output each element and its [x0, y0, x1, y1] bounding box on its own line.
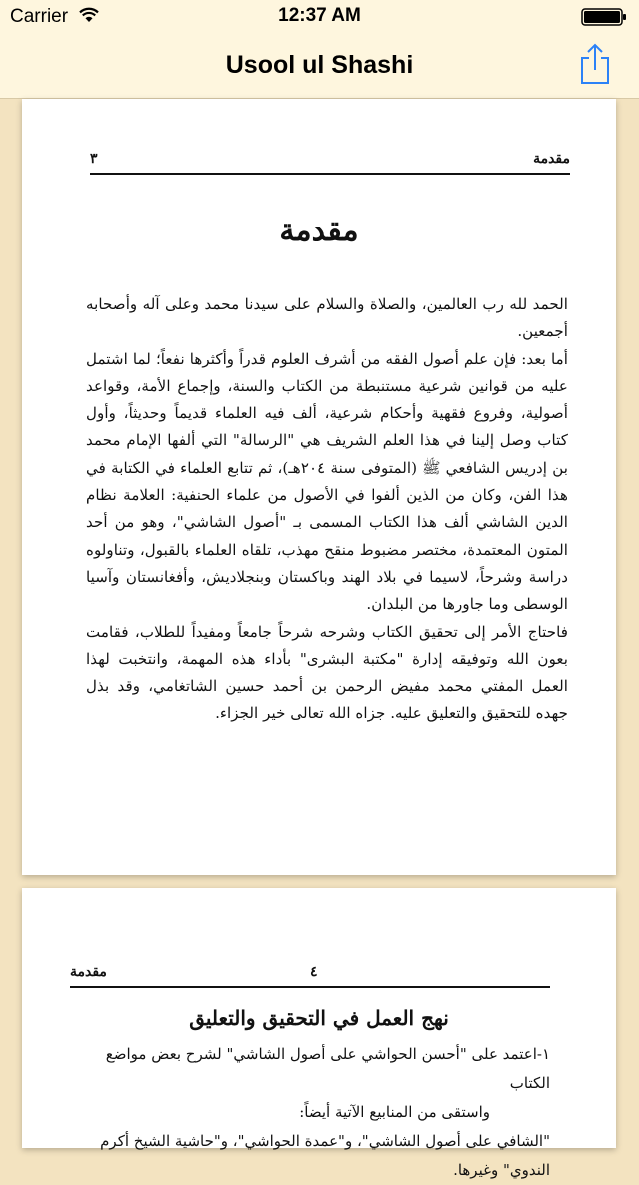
status-time: 12:37 AM: [278, 5, 361, 26]
navigation-bar: [0, 34, 639, 99]
text-line: واستقى من المنابيع الآتية أيضاً:: [299, 1103, 490, 1121]
running-head-title: مقدمة: [70, 964, 107, 980]
paragraph: أما بعد: فإن علم أصول الفقه من أشرف العلوم قدراً وأكثرها نفعاً؛ لما اشتمل عليه من قوانين شرعية مستنبطة من الكتاب والسنة، وإجماع الأمة، وقواعد أصولية، وفروع فقهية وأحكام شرعية، ألف فيه العلماء قديماً وحديثاً، وأول كتاب وصل إلينا في هذا العلم الشريف هي "الرسالة" التي ألفها الإمام محمد بن إدريس الشافعي ﷺ (المتوفى سنة ٢٠٤هـ)، ثم تتابع العلماء في الكتابة في هذا الفن، وكان من الذين ألفوا في الأصول من علماء الحنفية: العلامة نظام الدين الشاشي ألف هذا الكتاب المسمى بـ "أصول الشاشي"، وهو من أحد المتون المعتمدة، مختصر مضبوط منقح مهذب، تلقاه العلماء بالقبول، وتناولوه دراسة وشرحاً، لاسيما في بلاد الهند وباكستان وبنجلاديش، وأفغانستان وآسيا الوسطى وما جاورها من البلدان.: [86, 349, 568, 614]
paragraph: الحمد لله رب العالمين، والصلاة والسلام على سيدنا محمد وعلى آله وأصحابه أجمعين.: [86, 295, 568, 341]
book-page-3[interactable]: [22, 99, 616, 875]
page-body-text: [68, 1040, 550, 1185]
text-line: "الشافي على أصول الشاشي"، و"عمدة الحواشي"، و"حاشية الشيخ أكرم الندوي" وغيرها.: [100, 1132, 550, 1179]
share-button[interactable]: [577, 42, 613, 86]
running-head-title: مقدمة: [533, 151, 570, 167]
page-number: ٣: [90, 151, 98, 167]
header-rule: [90, 173, 570, 175]
page-body-text: [86, 291, 568, 728]
page-number: ٤: [310, 964, 318, 980]
book-page-4[interactable]: [22, 888, 616, 1179]
section-title: نهج العمل في التحقيق والتعليق: [189, 1006, 449, 1030]
carrier-label: Carrier: [10, 6, 69, 27]
share-icon: [577, 42, 613, 86]
paragraph: فاحتاج الأمر إلى تحقيق الكتاب وشرحه شرحاً جامعاً ومفيداً للطلاب، فقامت بعون الله وتوفيقه إدارة "مكتبة البشرى" بأداء هذه المهمة، وانتخبت لهذا العمل المفتي محمد مفيض الرحمن بن أحمد حسين الشاتغامي، وقد بذل جهده للتحقيق والتعليق عليه. جزاه الله تعالى خير الجزاء.: [86, 622, 568, 723]
chapter-title: مقدمة: [279, 213, 359, 248]
text-line: ١-اعتمد على "أحسن الحواشي على أصول الشاشي" لشرح بعض مواضع الكتاب: [105, 1045, 550, 1092]
nav-title: Usool ul Shashi: [225, 51, 414, 79]
header-rule: [70, 986, 550, 988]
page-header: [70, 964, 550, 986]
status-bar: [0, 0, 639, 34]
battery-icon: [581, 8, 627, 26]
page-header: [90, 151, 570, 173]
